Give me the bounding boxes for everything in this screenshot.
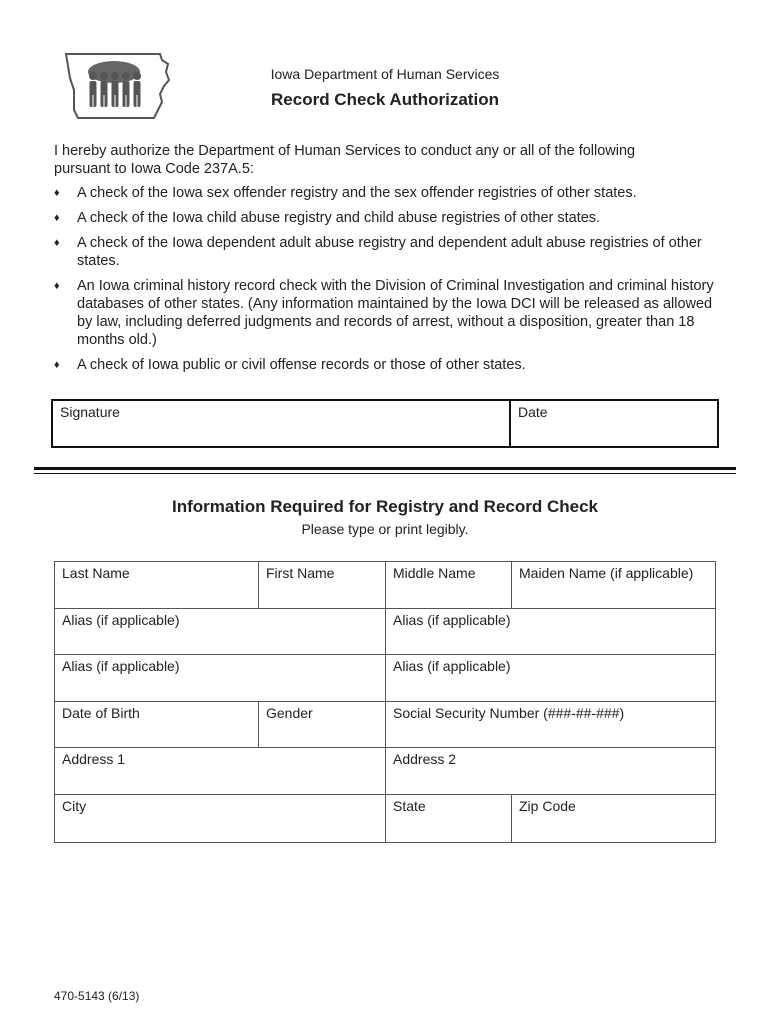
form-row (55, 702, 715, 749)
authorization-list (54, 184, 724, 381)
alias-field-3[interactable]: Alias (if applicable) (55, 655, 386, 701)
date-of-birth-field[interactable]: Date of Birth (55, 702, 259, 748)
address-1-field[interactable]: Address 1 (55, 748, 386, 794)
bullet-icon: ♦ (54, 280, 60, 292)
iowa-dhs-logo-icon (62, 50, 172, 122)
list-item: ♦ A check of the Iowa child abuse registry and child abuse registries of other states. (54, 210, 601, 226)
first-name-field[interactable]: First Name (259, 562, 386, 608)
list-item: ♦ A check of Iowa public or civil offense records or those of other states. (54, 357, 526, 373)
ssn-field[interactable]: Social Security Number (###-##-###) (393, 704, 625, 721)
form-row (55, 609, 715, 656)
bullet-icon: ♦ (54, 187, 60, 199)
alias-field-2[interactable]: Alias (if applicable) (393, 611, 511, 628)
form-row (55, 655, 715, 702)
maiden-name-field[interactable]: Maiden Name (if applicable) (519, 565, 694, 581)
section-subtitle: Please type or print legibly. (301, 521, 469, 537)
last-name-field[interactable]: Last Name (55, 562, 259, 608)
form-row (55, 562, 715, 609)
page-title: Record Check Authorization (271, 90, 499, 109)
section-divider-thin (34, 473, 736, 474)
gender-field[interactable]: Gender (259, 702, 386, 748)
section-title: Information Required for Registry and Record Check (171, 497, 598, 516)
list-item: ♦ An Iowa criminal history record check with the Division of Criminal Investigation and criminal history databases of other states. (Any information maintained by the Iowa DCI will be released as allowed by law, including deferred judgments and records of arrest, without a disposition, greater than 18 months old.) (54, 278, 714, 348)
date-label: Date (518, 404, 548, 420)
list-item: ♦ A check of the Iowa dependent adult abuse registry and dependent adult abuse registries of other states. (54, 235, 702, 269)
authorization-intro: I hereby authorize the Department of Human Services to conduct any or all of the following pursuant to Iowa Code 237A.5: (54, 143, 636, 177)
form-number: 470-5143 (6/13) (54, 989, 140, 1003)
bullet-icon: ♦ (54, 237, 60, 249)
address-2-field[interactable]: Address 2 (393, 751, 457, 768)
bullet-icon: ♦ (54, 212, 60, 224)
date-field[interactable] (511, 401, 717, 446)
form-row (55, 748, 715, 795)
state-field[interactable]: State (386, 795, 512, 842)
bullet-icon: ♦ (54, 359, 60, 371)
registry-info-form (54, 561, 716, 843)
signature-box (51, 399, 719, 448)
zip-code-field[interactable]: Zip Code (519, 797, 576, 814)
form-row (55, 795, 715, 842)
city-field[interactable]: City (55, 795, 386, 842)
middle-name-field[interactable]: Middle Name (386, 562, 512, 608)
list-item: ♦ A check of the Iowa sex offender registry and the sex offender registries of other states. (54, 185, 637, 201)
alias-field-1[interactable]: Alias (if applicable) (55, 609, 386, 655)
agency-name: Iowa Department of Human Services (270, 66, 500, 82)
section-divider (34, 467, 736, 470)
signature-label: Signature (60, 404, 120, 420)
signature-field[interactable] (53, 401, 511, 446)
alias-field-4[interactable]: Alias (if applicable) (393, 658, 511, 675)
